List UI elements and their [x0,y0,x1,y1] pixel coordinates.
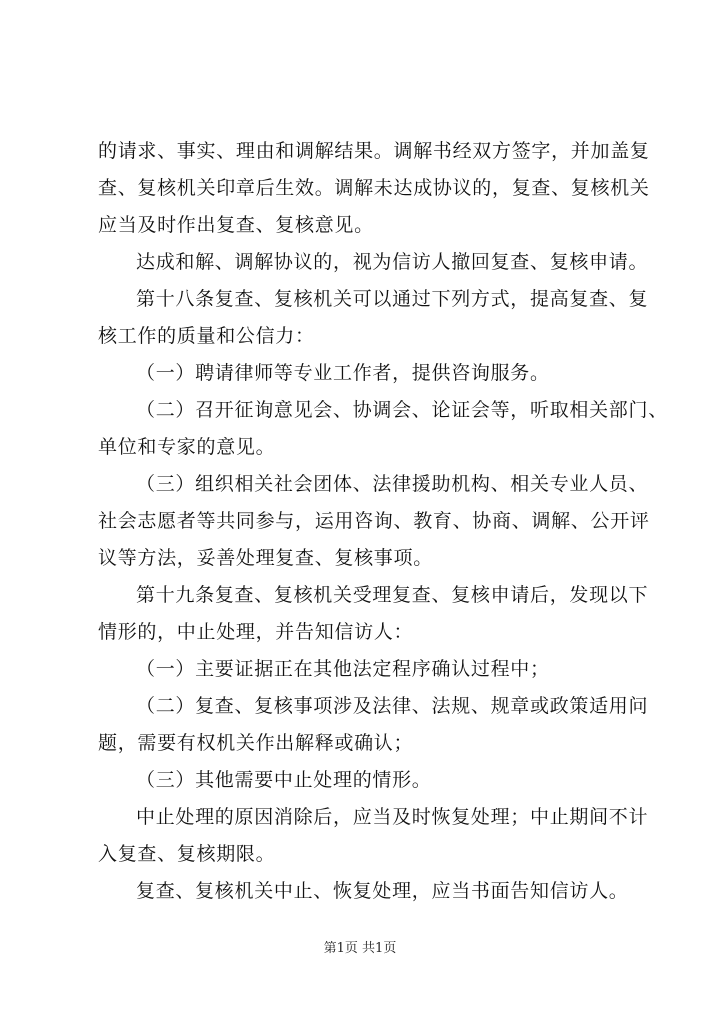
text-line: 第十八条复查、复核机关可以通过下列方式，提高复查、复 [136,288,649,310]
text-line: 达成和解、调解协议的，视为信访人撤回复查、复核申请。 [136,251,649,273]
page-footer: 第1页 共1页 [323,941,397,956]
text-line: （三）其他需要中止处理的情形。 [136,769,432,791]
text-line: （二）召开征询意见会、协调会、论证会等，听取相关部门、 [136,399,668,421]
text-line: 中止处理的原因消除后，应当及时恢复处理；中止期间不计 [136,806,649,828]
text-line: （二）复查、复核事项涉及法律、法规、规章或政策适用问 [136,695,649,717]
text-line: （一）主要证据正在其他法定程序确认过程中； [136,658,550,680]
text-line: 单位和专家的意见。 [98,436,276,458]
text-line: 议等方法，妥善处理复查、复核事项。 [98,547,433,569]
text-line: 情形的，中止处理，并告知信访人： [98,621,414,643]
text-line: 查、复核机关印章后生效。调解未达成协议的，复查、复核机关 [98,177,650,199]
text-line: 应当及时作出复查、复核意见。 [98,214,374,236]
text-line: 社会志愿者等共同参与，运用咨询、教育、协商、调解、公开评 [98,510,650,532]
text-line: （三）组织相关社会团体、法律援助机构、相关专业人员、 [136,473,649,495]
text-line: 核工作的质量和公信力： [98,325,315,347]
text-line: （一）聘请律师等专业工作者，提供咨询服务。 [136,362,550,384]
text-line: 第十九条复查、复核机关受理复查、复核申请后，发现以下 [136,584,649,606]
text-line: 题，需要有权机关作出解释或确认； [98,732,414,754]
text-line: 复查、复核机关中止、恢复处理，应当书面告知信访人。 [136,880,629,902]
text-line: 的请求、事实、理由和调解结果。调解书经双方签字，并加盖复 [98,140,650,162]
text-line: 入复查、复核期限。 [98,843,276,865]
